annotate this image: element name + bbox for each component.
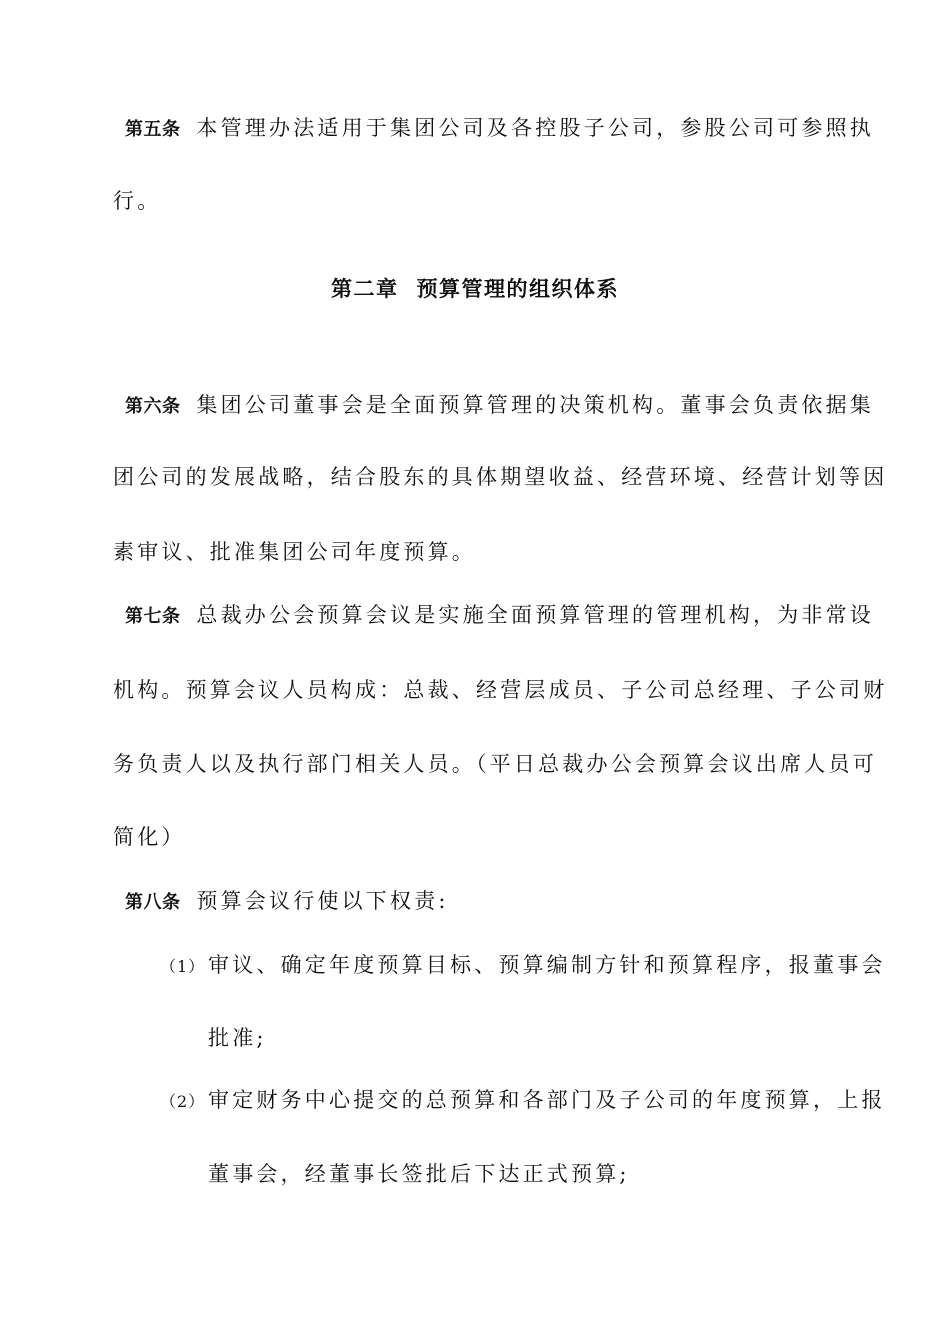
article-5-text-1: 本管理办法适用于集团公司及各控股子公司，参股公司可参照执	[196, 116, 874, 140]
article-6-line-3: 素审议、批准集团公司年度预算。	[113, 540, 476, 564]
chapter-title: 预算管理的组织体系	[416, 276, 619, 301]
article-7-line-4: 简化）	[113, 825, 186, 849]
chapter-number: 第二章	[331, 276, 399, 301]
article-5-label: 第五条	[125, 119, 181, 140]
article-6-label: 第六条	[125, 396, 181, 417]
article-7-label: 第七条	[125, 606, 181, 627]
article-5-line-1	[125, 113, 874, 145]
article-7-line-3: 务负责人以及执行部门相关人员。（平日总裁办公会预算会议出席人员可	[113, 752, 877, 776]
article-7-line-2: 机构。预算会议人员构成：总裁、经营层成员、子公司总经理、子公司财	[113, 678, 888, 702]
list-item-1-line-2: 批准;	[208, 1026, 267, 1050]
list-item-2-text-1: 审定财务中心提交的总预算和各部门及子公司的年度预算，上报	[208, 1088, 886, 1112]
list-item-1-number: （1）	[160, 957, 206, 976]
chapter-heading	[0, 274, 950, 304]
list-item-2-line-2: 董事会，经董事长签批后下达正式预算;	[208, 1162, 630, 1186]
article-6-line-2: 团公司的发展战略，结合股东的具体期望收益、经营环境、经营计划等因	[113, 465, 888, 489]
list-item-2-number: （2）	[160, 1092, 206, 1111]
article-8-intro: 预算会议行使以下权责:	[196, 889, 449, 913]
article-8-line-1	[125, 886, 449, 918]
list-item-2-line-1	[160, 1085, 886, 1117]
article-8-label: 第八条	[125, 892, 181, 913]
article-7-line-1	[125, 600, 874, 632]
list-item-1-text-1: 审议、确定年度预算目标、预算编制方针和预算程序，报董事会	[208, 953, 886, 977]
list-item-1-line-1	[160, 950, 886, 982]
article-6-text-1: 集团公司董事会是全面预算管理的决策机构。董事会负责依据集	[196, 393, 874, 417]
article-7-text-1: 总裁办公会预算会议是实施全面预算管理的管理机构，为非常设	[196, 603, 874, 627]
article-6-line-1	[125, 390, 874, 422]
article-5-line-2: 行。	[113, 189, 162, 213]
